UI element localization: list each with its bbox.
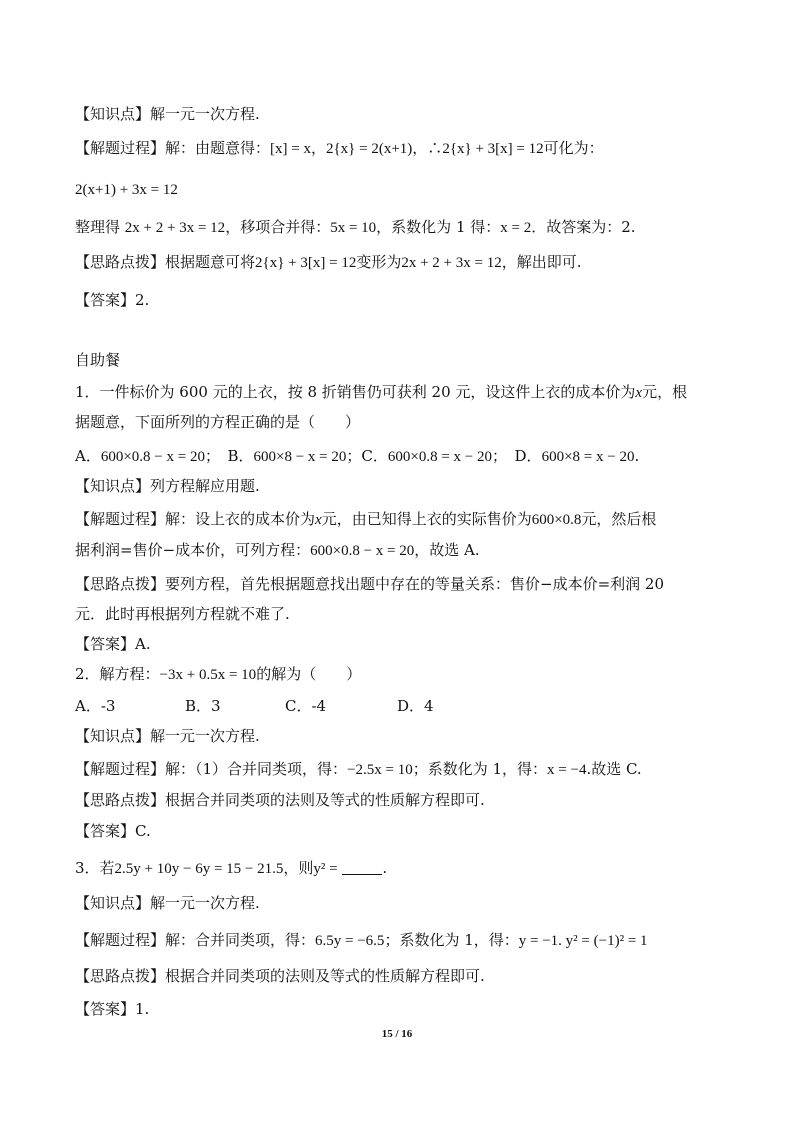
text: 可化为： (543, 139, 604, 157)
q1-process-line2 (75, 540, 480, 561)
q2-process (75, 759, 642, 780)
q1-answer: 【答案】A. (75, 635, 151, 653)
equation: 2{x} + 3[x] = 12 (255, 255, 357, 271)
text: ，∴ (412, 139, 443, 157)
q3-hint: 【思路点拨】根据合并同类项的法则及等式的性质解方程即可. (75, 967, 485, 985)
q3-answer: 【答案】1. (75, 1000, 150, 1018)
equation: x = 2 (500, 220, 532, 236)
section-title: 自助餐 (75, 351, 121, 369)
q3-process (75, 930, 648, 951)
q1-hint-line2: 元．此时再根据列方程就不难了. (75, 605, 290, 623)
text: 【思路点拨】根据题意可将 (75, 253, 256, 271)
equation: [x] = x (270, 141, 311, 157)
text: 3．若 (75, 859, 115, 877)
equation: 600×0.8 (531, 512, 582, 528)
text: 2．解方程： (75, 665, 160, 683)
text: 据利润=售价−成本价，可列方程： (75, 541, 311, 559)
equation: y² = (313, 861, 338, 877)
equation: 2x + 2 + 3x = 12 (401, 255, 502, 271)
equation: 2{x} + 3[x] = 12 (442, 141, 544, 157)
text: 【解题过程】解：合并同类项，得： (75, 931, 316, 949)
option-c: 600×0.8 = x − 20 (387, 449, 493, 465)
text: ，移项合并得： (225, 218, 331, 236)
option-a: A．-3 (75, 697, 116, 715)
option-b: B．3 (185, 697, 221, 715)
variable: x (635, 385, 643, 401)
option-d: 600×8 = x − 20 (541, 449, 635, 465)
equation: 2{x} = 2(x+1) (325, 141, 413, 157)
text: 1．一件标价为 600 元的上衣，按 8 折销售仍可获利 20 元，设这件上衣的成本价为 (75, 383, 636, 401)
q3-stem (75, 858, 387, 879)
option-d: D．4 (397, 697, 434, 715)
q1-process-line1 (75, 509, 656, 530)
page-number: 15 / 16 (381, 1028, 413, 1040)
q2-hint: 【思路点拨】根据合并同类项的法则及等式的性质解方程即可. (75, 791, 485, 809)
text: 元，根 (642, 383, 688, 401)
text: ， (310, 139, 326, 157)
text: 【解题过程】解：设上衣的成本价为 (75, 510, 316, 528)
text: . (634, 447, 640, 465)
text: ；系数化为 1，得： (412, 760, 548, 778)
label: 【解题过程】解：由题意得： (75, 139, 271, 157)
text: 元，由已知得上衣的实际售价为 (321, 510, 532, 528)
text: 整理得 (75, 218, 121, 236)
option-c: C．-4 (285, 697, 327, 715)
equation: x = −4 (547, 762, 587, 778)
equation: 6.5y = −6.5 (315, 933, 385, 949)
equation: −2.5x = 10 (347, 762, 413, 778)
hint-0 (75, 252, 582, 273)
option-label: ； D． (492, 447, 542, 465)
equation: y = −1. y² = (−1)² = 1 (518, 933, 648, 949)
text: ，则 (283, 859, 314, 877)
equation: −3x + 0.5x = 10 (159, 667, 257, 683)
text: 的解为（ ） (256, 665, 362, 683)
option-b: 600×8 − x = 20 (253, 449, 347, 465)
equation: 2.5y + 10y − 6y = 15 − 21.5 (114, 861, 284, 877)
equation: 2x + 2 + 3x = 12 (124, 220, 226, 236)
q1-stem-line1 (75, 382, 687, 403)
q3-knowledge-point: 【知识点】解一元一次方程. (75, 894, 260, 912)
tidy-line (75, 217, 636, 238)
variable: x (315, 512, 322, 528)
q2-answer: 【答案】C. (75, 822, 151, 840)
text: 变形为 (356, 253, 402, 271)
q1-hint-line1: 【思路点拨】要列方程，首先根据题意找出题中存在的等量关系：售价−成本价=利润 20 (75, 575, 664, 593)
q1-options (75, 446, 639, 467)
answer-0: 【答案】2. (75, 291, 150, 309)
option-label: ；C． (346, 447, 388, 465)
equation: 5x = 10 (330, 220, 377, 236)
text: ，解出即可. (501, 253, 582, 271)
text: 元，然后根 (581, 510, 657, 528)
equation: 600×0.8 − x = 20 (310, 543, 415, 559)
q1-stem-line2: 据题意，下面所列的方程正确的是（ ） (75, 413, 361, 431)
q1-knowledge-point: 【知识点】列方程解应用题. (75, 477, 260, 495)
option-label: A． (75, 447, 101, 465)
equation-line: 2(x+1) + 3x = 12 (75, 182, 178, 198)
option-label: ； B． (204, 447, 254, 465)
answer-blank (342, 860, 382, 875)
q2-stem (75, 664, 361, 685)
q2-knowledge-point: 【知识点】解一元一次方程. (75, 727, 260, 745)
text: .故选 C. (586, 760, 642, 778)
text: ．故答案为：2. (531, 218, 636, 236)
knowledge-point-0: 【知识点】解一元一次方程. (75, 105, 260, 123)
q2-options (75, 696, 434, 716)
option-a: 600×0.8 − x = 20 (100, 449, 205, 465)
text: ；系数化为 1，得： (384, 931, 519, 949)
text: ，系数化为 1 得： (376, 218, 501, 236)
text: 【解题过程】解：（1）合并同类项，得： (75, 760, 348, 778)
text: . (382, 859, 388, 877)
solution-process-0 (75, 138, 604, 159)
text: ，故选 A. (414, 541, 480, 559)
